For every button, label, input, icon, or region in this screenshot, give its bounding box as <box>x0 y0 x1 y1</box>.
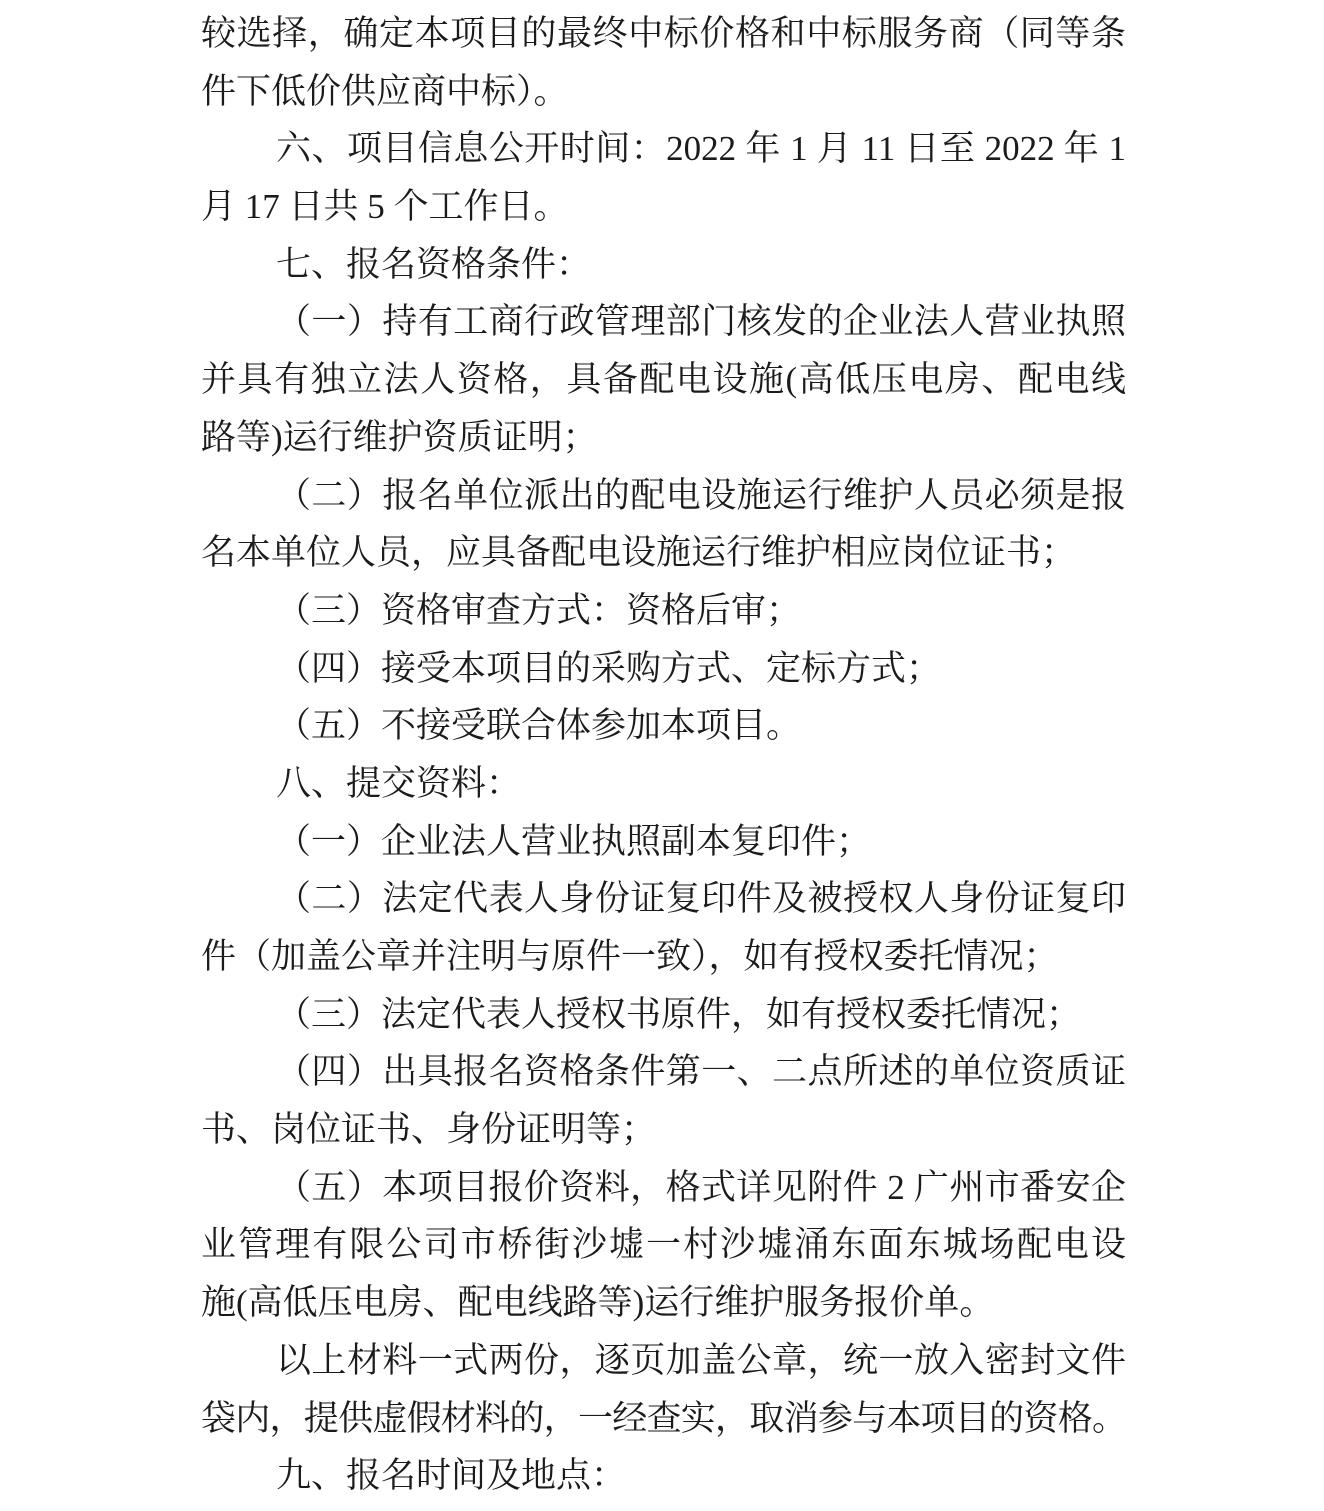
text-line: 业管理有限公司市桥街沙墟一村沙墟涌东面东城场配电设 <box>201 1225 1126 1265</box>
text-line: 袋内，提供虚假材料的，一经查实，取消参与本项目的资格。 <box>201 1398 1126 1438</box>
text-line: 件下低价供应商中标）。 <box>201 71 569 111</box>
text-line: 施(高低压电房、配电线路等)运行维护服务报价单。 <box>201 1283 995 1323</box>
text-line: 七、报名资格条件： <box>276 244 592 284</box>
text-line: 九、报名时间及地点： <box>276 1456 627 1496</box>
text-line: （五）不接受联合体参加本项目。 <box>276 706 802 746</box>
text-line: 路等)运行维护资质证明； <box>201 417 598 457</box>
text-line: （一）持有工商行政管理部门核发的企业法人营业执照 <box>276 302 1126 342</box>
document-body <box>201 5 1126 1505</box>
text-line: （五）本项目报价资料，格式详见附件 2 广州市番安企 <box>276 1167 1126 1207</box>
text-line: 并具有独立法人资格，具备配电设施(高低压电房、配电线 <box>201 360 1126 400</box>
text-line: （二）法定代表人身份证复印件及被授权人身份证复印 <box>276 879 1126 919</box>
text-line: （四）接受本项目的采购方式、定标方式； <box>276 648 942 688</box>
text-line: 八、提交资料： <box>276 763 522 803</box>
text-line: 名本单位人员，应具备配电设施运行维护相应岗位证书； <box>201 533 1077 573</box>
text-line: 件（加盖公章并注明与原件一致），如有授权委托情况； <box>201 937 1059 976</box>
text-line: （三）资格审查方式：资格后审； <box>276 590 802 630</box>
text-line: 较选择，确定本项目的最终中标价格和中标服务商（同等条 <box>201 14 1126 53</box>
text-line: 月 17 日共 5 个工作日。 <box>201 187 569 227</box>
text-line: 以上材料一式两份，逐页加盖公章，统一放入密封文件 <box>276 1340 1126 1380</box>
text-line: （一）企业法人营业执照副本复印件； <box>276 821 872 861</box>
text-line: （二）报名单位派出的配电设施运行维护人员必须是报 <box>276 475 1126 515</box>
text-line: （四）出具报名资格条件第一、二点所述的单位资质证 <box>276 1052 1126 1092</box>
text-line: 书、岗位证书、身份证明等； <box>201 1110 657 1150</box>
text-line: （三）法定代表人授权书原件，如有授权委托情况； <box>276 994 1082 1034</box>
text-line: 六、项目信息公开时间：2022 年 1 月 11 日至 2022 年 1 <box>276 129 1126 169</box>
